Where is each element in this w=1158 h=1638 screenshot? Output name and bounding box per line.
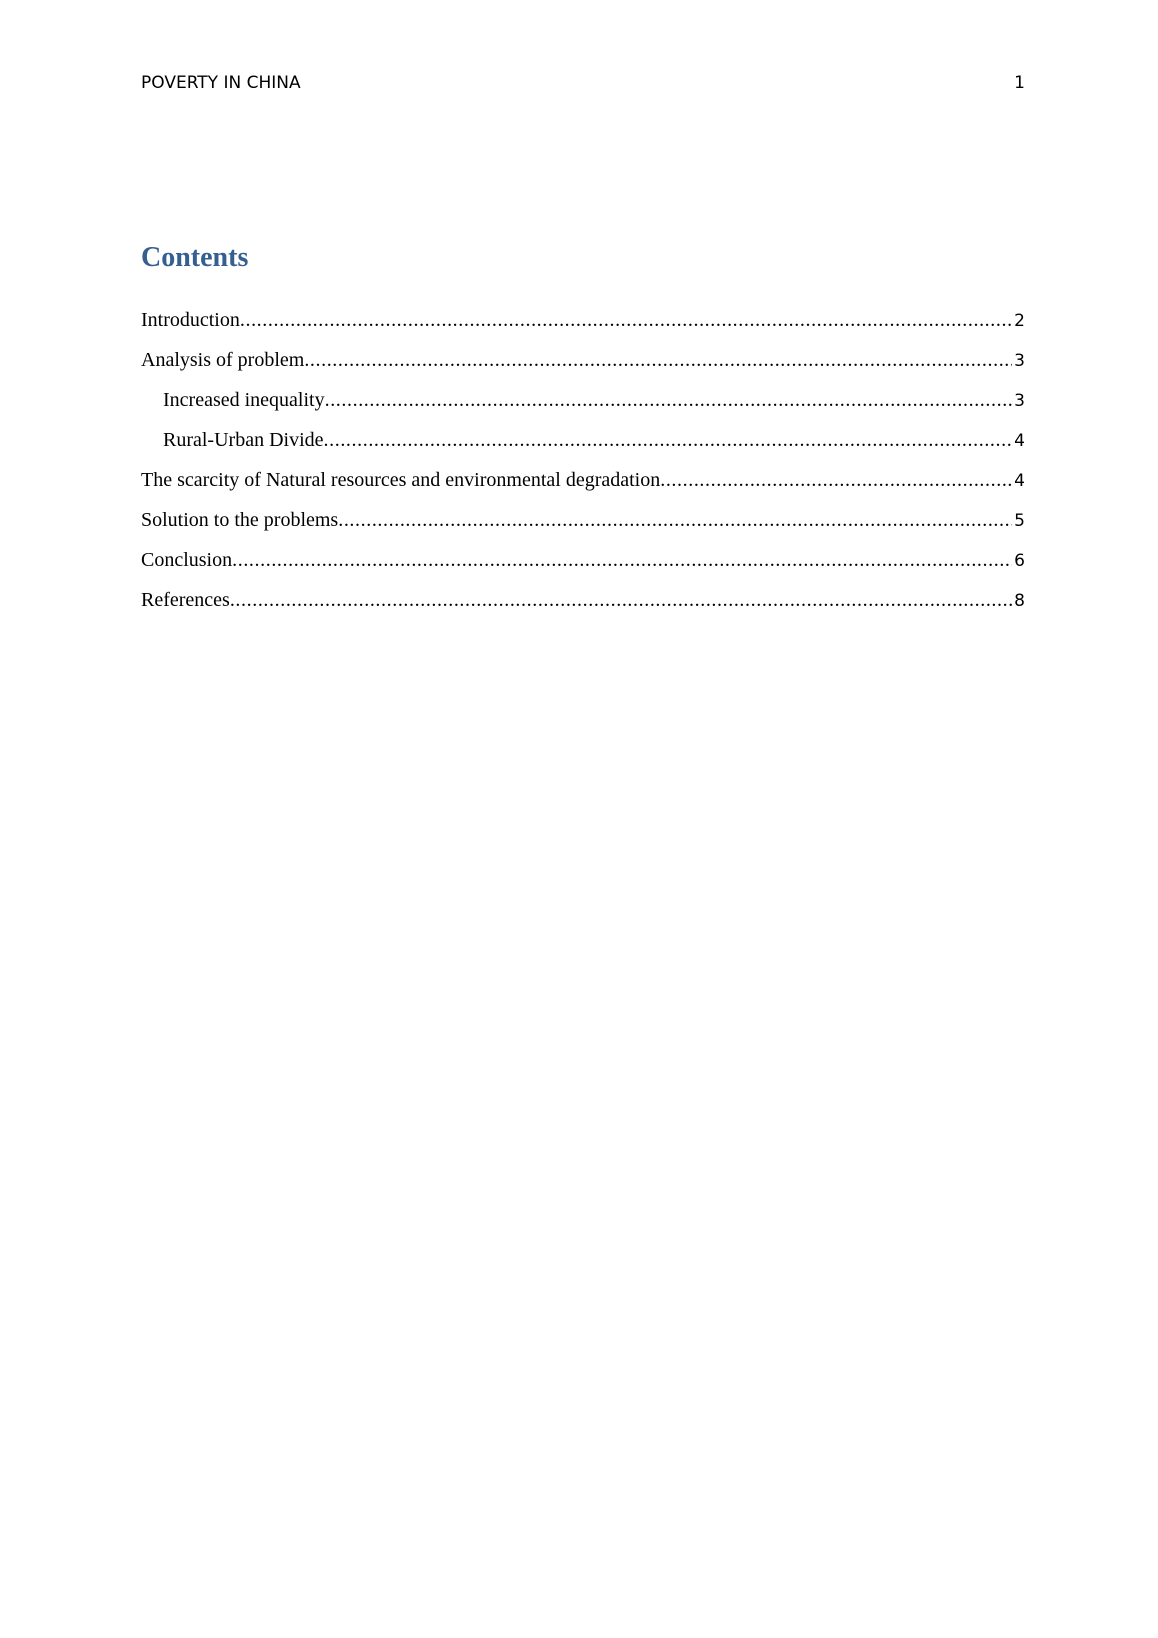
running-head: POVERTY IN CHINA	[141, 73, 301, 93]
toc-entry-label: Introduction	[141, 309, 240, 331]
toc-entry-page: 8	[1014, 591, 1025, 611]
toc-entry-label: The scarcity of Natural resources and environmental degradation	[141, 469, 661, 491]
toc-entry-rural-urban-divide[interactable]	[141, 420, 1025, 460]
toc-entry-analysis-of-problem[interactable]	[141, 340, 1025, 380]
toc-entry-references[interactable]	[141, 580, 1025, 620]
toc-entry-natural-resources[interactable]	[141, 460, 1025, 500]
toc-entry-solution[interactable]	[141, 500, 1025, 540]
toc-entry-label: Analysis of problem	[141, 349, 305, 371]
toc-heading: Contents	[141, 242, 249, 273]
toc-entry-page: 3	[1014, 351, 1025, 371]
toc-entry-label: References	[141, 589, 230, 611]
toc-dot-leader	[338, 500, 1012, 540]
toc-dot-leader	[324, 420, 1013, 460]
toc-entry-page: 4	[1014, 471, 1025, 491]
toc-entry-page: 5	[1014, 511, 1025, 531]
toc-dot-leader	[230, 580, 1012, 620]
table-of-contents	[141, 300, 1025, 620]
page-header	[141, 70, 1025, 96]
toc-entry-page: 4	[1014, 431, 1025, 451]
toc-dot-leader	[240, 300, 1012, 340]
toc-dot-leader	[325, 380, 1013, 420]
toc-dot-leader	[232, 540, 1012, 580]
page-number: 1	[1014, 73, 1025, 93]
toc-entry-page: 2	[1014, 311, 1025, 331]
toc-entry-page: 6	[1014, 551, 1025, 571]
toc-entry-increased-inequality[interactable]	[141, 380, 1025, 420]
toc-entry-introduction[interactable]	[141, 300, 1025, 340]
toc-entry-label: Rural-Urban Divide	[163, 429, 324, 451]
toc-entry-page: 3	[1014, 391, 1025, 411]
toc-entry-label: Conclusion	[141, 549, 233, 571]
toc-dot-leader	[660, 460, 1012, 500]
toc-dot-leader	[304, 340, 1012, 380]
toc-entry-label: Solution to the problems	[141, 509, 339, 531]
toc-entry-conclusion[interactable]	[141, 540, 1025, 580]
toc-entry-label: Increased inequality	[163, 389, 325, 411]
